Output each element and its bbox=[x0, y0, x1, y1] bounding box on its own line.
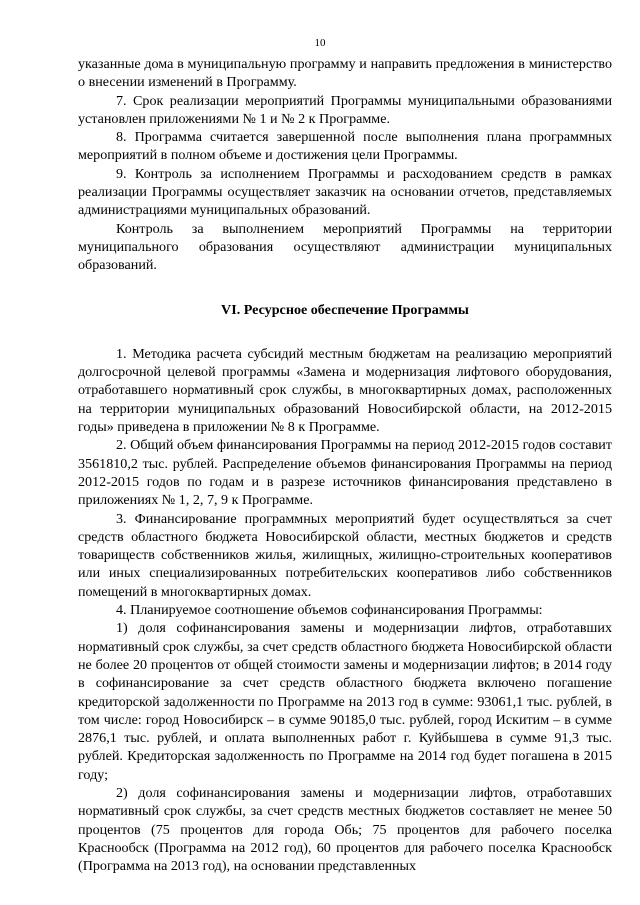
section-heading: VI. Ресурсное обеспечение Программы bbox=[221, 301, 469, 318]
paragraph-continuation: указанные дома в муниципальную программу и направить предложения в министерство о внесении изменений в Программу. bbox=[78, 56, 612, 91]
paragraph-control: Контроль за выполнением мероприятий Программы на территории муниципального образования осуществляют администрации муниципальных образований. bbox=[78, 220, 612, 274]
page-number: 10 bbox=[314, 37, 326, 49]
paragraph-item-8: 8. Программа считается завершенной после выполнения плана программных мероприятий в полном объеме и достижения цели Программы. bbox=[78, 129, 612, 164]
paragraph-resource-1: 1. Методика расчета субсидий местным бюджетам на реализацию мероприятий долгосрочной целевой программы «Замена и модернизация лифтового оборудования, отработавшего нормативный срок службы, в многоквартирных домах, расположенных на территории муниципальных образований Новосибирской области, на 2012-2015 годы» приведена в приложении № 8 к Программе. bbox=[78, 345, 612, 436]
paragraph-item-9: 9. Контроль за исполнением Программы и расходованием средств в рамках реализации Программы осуществляет заказчик на основании отчетов, представляемых администрациями муниципальных образований. bbox=[78, 165, 612, 219]
paragraph-resource-3: 3. Финансирование программных мероприятий будет осуществляться за счет средств областного бюджета Новосибирской области, местных бюджетов и средств товариществ собственников жилья, жилищных, жилищно-строительных кооперативов или иных специализированных потребительских кооперативов либо собственников помещений в многоквартирных домах. bbox=[78, 510, 612, 600]
paragraph-subitem-2: 2) доля софинансирования замены и модернизации лифтов, отработавших нормативный срок службы, за счет средств местных бюджетов составляет не менее 50 процентов (75 процентов для города Обь; 75 процентов для рабочего поселка Краснообск (Программа на 2012 год), 60 процентов для рабочего поселка Краснообск (Программа на 2013 год), на основании представленных bbox=[78, 784, 612, 875]
paragraph-resource-2: 2. Общий объем финансирования Программы на период 2012-2015 годов составит 3561810,2 тыс. рублей. Распределение объемов финансирования Программы на период 2012-2015 годов по годам и в разрезе источников финансирования представлено в приложениях № 1, 2, 7, 9 к Программе. bbox=[78, 437, 612, 509]
paragraph-resource-4: 4. Планируемое соотношение объемов софинансирования Программы: bbox=[116, 602, 543, 619]
paragraph-subitem-1: 1) доля софинансирования замены и модернизации лифтов, отработавших нормативный срок службы, за счет средств областного бюджета Новосибирской области не более 20 процентов от общей стоимости замены и модернизации лифтов; в 2014 году в софинансирование за счет средств областного бюджета включено погашение кредиторской задолженности по Программе на 2013 год в сумме: 93061,1 тыс. рублей, в том числе: город Новосибирск – в сумме 90185,0 тыс. рублей, город Искитим – в сумме 2876,1 тыс. рублей, и оплата выполненных работ г. Куйбышева в сумме 91,3 тыс. рублей. Кредиторская задолженность по Программе на 2014 год будет погашена в 2015 году; bbox=[78, 620, 612, 783]
document-body bbox=[78, 55, 612, 875]
paragraph-item-7: 7. Срок реализации мероприятий Программы муниципальными образованиями установлен приложениями № 1 и № 2 к Программе. bbox=[78, 92, 612, 127]
